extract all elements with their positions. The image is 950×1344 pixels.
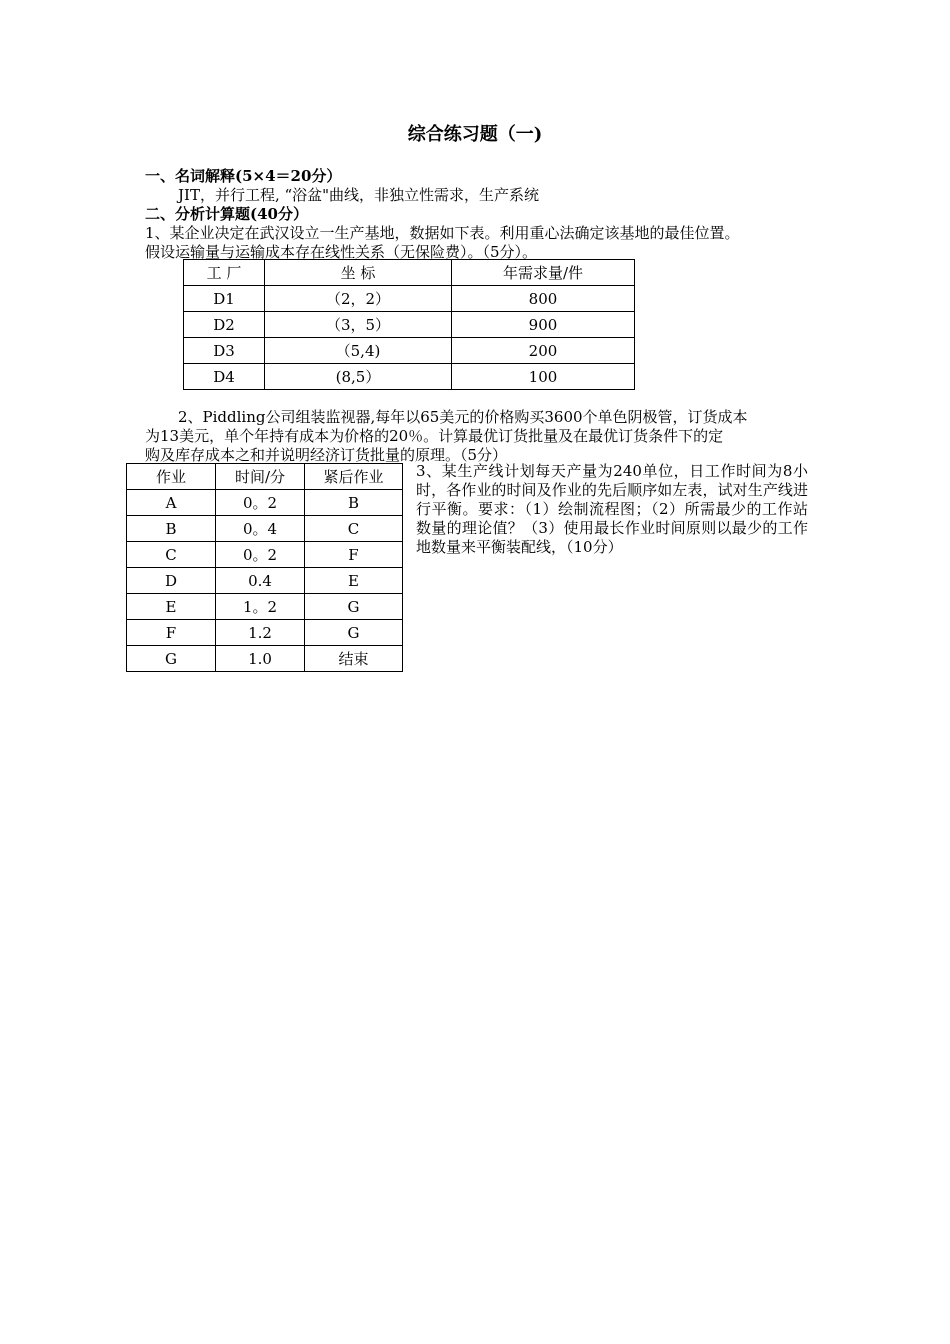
table-cell: F (127, 620, 216, 646)
table-cell: C (127, 542, 216, 568)
task-time-table (126, 463, 403, 672)
table-cell: (8,5） (265, 364, 452, 390)
table-row (127, 568, 403, 594)
table-cell: （3，5） (265, 312, 452, 338)
table-cell: 0.4 (216, 568, 305, 594)
table-cell: 0。4 (216, 516, 305, 542)
table-cell: D3 (184, 338, 265, 364)
q3-text: 3、某生产线计划每天产量为240单位，日工作时间为8小时，各作业的时间及作业的先后顺序如左表，试对生产线进行平衡。要求：（1）绘制流程图；（2）所需最少的工作站数量的理论值？（3）使用最长作业时间原则以最少的工作地数量来平衡装配线，（10分） (416, 462, 808, 556)
table-row (184, 364, 635, 390)
table-header-cell: 时间/分 (216, 464, 305, 490)
q1-text-line2: 假设运输量与运输成本存在线性关系（无保险费）。（5分）。 (145, 243, 538, 261)
table-cell: D4 (184, 364, 265, 390)
table-row (184, 312, 635, 338)
table-cell: 结束 (305, 646, 403, 672)
table-cell: F (305, 542, 403, 568)
table-cell: E (305, 568, 403, 594)
section1-heading: 一、名词解释(5×4＝20分） (145, 167, 342, 185)
table-row (127, 490, 403, 516)
table-header-cell: 工 厂 (184, 260, 265, 286)
table-row (127, 516, 403, 542)
table-header-cell: 年需求量/件 (452, 260, 635, 286)
table-header-row (127, 464, 403, 490)
table-cell: E (127, 594, 216, 620)
q1-text-line1: 1、某企业决定在武汉设立一生产基地，数据如下表。利用重心法确定该基地的最佳位置。 (145, 224, 740, 242)
table-row (127, 646, 403, 672)
table-row (127, 542, 403, 568)
table-cell: 800 (452, 286, 635, 312)
table-row (127, 620, 403, 646)
table-cell: D (127, 568, 216, 594)
table-cell: 1.0 (216, 646, 305, 672)
table-row (184, 338, 635, 364)
document-title: 综合练习题（一) (407, 124, 543, 145)
table-cell: B (127, 516, 216, 542)
table-cell: 1。2 (216, 594, 305, 620)
table-cell: （5,4) (265, 338, 452, 364)
section1-terms: JIT，并行工程, “浴盆"曲线，非独立性需求，生产系统 (178, 186, 540, 204)
q2-text-line1: 2、Piddling公司组装监视器,每年以65美元的价格购买3600个单色阴极管，订货成本 (178, 408, 748, 426)
section2-heading: 二、分析计算题(40分） (145, 205, 308, 223)
table-row (127, 594, 403, 620)
table-cell: 1.2 (216, 620, 305, 646)
table-cell: C (305, 516, 403, 542)
table-row (184, 286, 635, 312)
table-cell: G (127, 646, 216, 672)
table-header-cell: 坐 标 (265, 260, 452, 286)
table-cell: G (305, 620, 403, 646)
table-cell: A (127, 490, 216, 516)
q2-text-line3: 购及库存成本之和并说明经济订货批量的原理。（5分） (145, 446, 508, 464)
table-cell: 200 (452, 338, 635, 364)
table-cell: 900 (452, 312, 635, 338)
table-cell: D1 (184, 286, 265, 312)
table-cell: 0。2 (216, 542, 305, 568)
table-cell: 100 (452, 364, 635, 390)
plant-data-table (183, 259, 635, 390)
table-cell: G (305, 594, 403, 620)
table-header-cell: 作业 (127, 464, 216, 490)
table-cell: 0。2 (216, 490, 305, 516)
table-header-cell: 紧后作业 (305, 464, 403, 490)
table-cell: B (305, 490, 403, 516)
table-header-row (184, 260, 635, 286)
table-cell: D2 (184, 312, 265, 338)
table-cell: （2，2） (265, 286, 452, 312)
q2-text-line2: 为13美元，单个年持有成本为价格的20％。计算最优订货批量及在最优订货条件下的定 (145, 427, 724, 445)
